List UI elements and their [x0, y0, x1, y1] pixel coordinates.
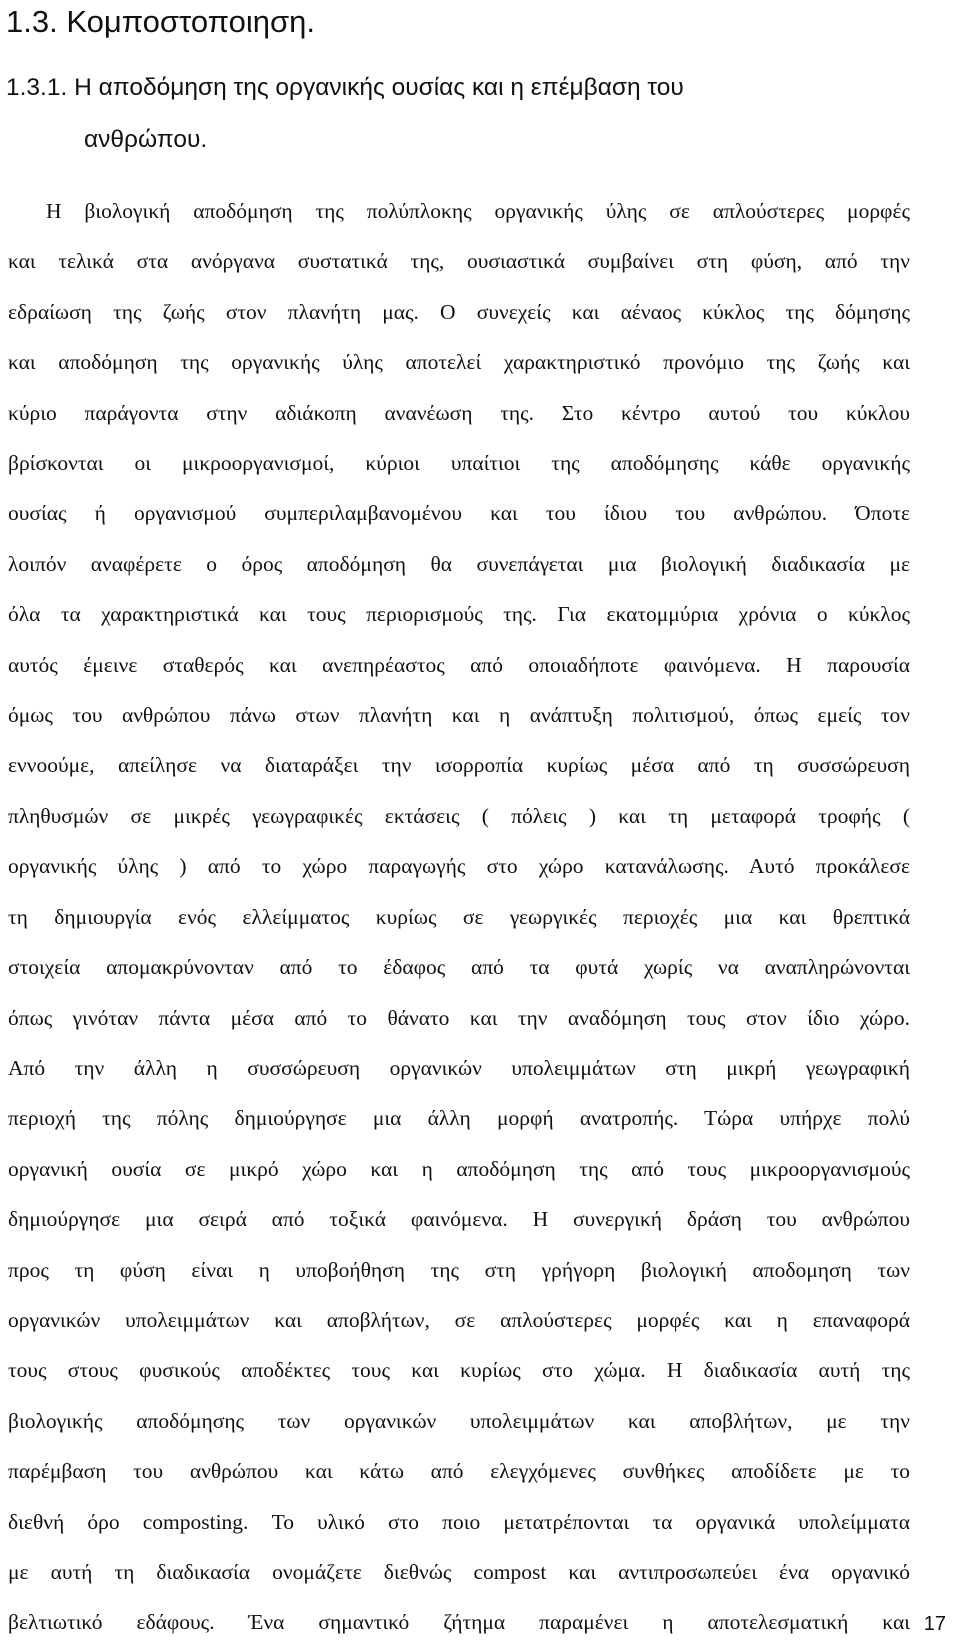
paragraph-line: Από την άλλη η συσσώρευση οργανικών υπολειμμάτων στη μικρή γεωγραφική	[8, 1055, 910, 1080]
paragraph-line: με αυτή τη διαδικασία ονομάζετε διεθνώς compost και αντιπροσωπεύει ένα οργανικό	[8, 1559, 910, 1584]
paragraph-line: στοιχεία απομακρύνονταν από το έδαφος από τα φυτά χωρίς να αναπληρώνονται	[8, 955, 910, 980]
paragraph-line: περιοχή της πόλης δημιούργησε μια άλλη μορφή ανατροπής. Τώρα υπήρχε πολύ	[8, 1106, 910, 1131]
paragraph-line: πληθυσμών σε μικρές γεωγραφικές εκτάσεις ( πόλεις ) και τη μεταφορά τροφής (	[8, 803, 910, 828]
paragraph-line: διεθνή όρο composting. Το υλικό στο ποιο μετατρέπονται τα οργανικά υπολείμματα	[8, 1509, 910, 1534]
paragraph-line: οργανικής ύλης ) από το χώρο παραγωγής στο χώρο κατανάλωσης. Αυτό προκάλεσε	[8, 854, 910, 879]
body-paragraph	[8, 186, 910, 1648]
paragraph-line: Η βιολογική αποδόμηση της πολύπλοκης οργανικής ύλης σε απλούστερες μορφές	[46, 199, 910, 223]
paragraph-line: βιολογικής αποδόμησης των οργανικών υπολειμμάτων και αποβλήτων, με την	[8, 1408, 910, 1433]
paragraph-line: και αποδόμηση της οργανικής ύλης αποτελεί χαρακτηριστικό προνόμιο της ζωής και	[8, 350, 910, 375]
subsection-heading	[6, 62, 926, 166]
paragraph-line: ουσίας ή οργανισμού συμπεριλαμβανομένου και του ίδιου του ανθρώπου. Όποτε	[8, 501, 910, 526]
paragraph-line: δημιούργησε μια σειρά από τοξικά φαινόμενα. Η συνεργική δράση του ανθρώπου	[8, 1207, 910, 1232]
paragraph-line: και τελικά στα ανόργανα συστατικά της, ουσιαστικά συμβαίνει στη φύση, από την	[8, 249, 910, 274]
paragraph-line: όλα τα χαρακτηριστικά και τους περιορισμούς της. Για εκατομμύρια χρόνια ο κύκλος	[8, 602, 910, 627]
paragraph-line: τους στους φυσικούς αποδέκτες τους και κυρίως στο χώμα. Η διαδικασία αυτή της	[8, 1358, 910, 1383]
paragraph-line: αυτός έμεινε σταθερός και ανεπηρέαστος από οποιαδήποτε φαινόμενα. Η παρουσία	[8, 652, 910, 677]
page-number: 17	[923, 1613, 946, 1635]
paragraph-line: τη δημιουργία ενός ελλείμματος κυρίως σε γεωργικές περιοχές μια και θρεπτικά	[8, 904, 910, 929]
paragraph-line: βρίσκονται οι μικροοργανισμοί, κύριοι υπαίτιοι της αποδόμησης κάθε οργανικής	[8, 451, 910, 476]
paragraph-line: εδραίωση της ζωής στον πλανήτη μας. Ο συνεχείς και αέναος κύκλος της δόμησης	[8, 299, 910, 324]
subsection-heading-line: ανθρώπου.	[84, 126, 208, 153]
paragraph-line: οργανικών υπολειμμάτων και αποβλήτων, σε απλούστερες μορφές και η επαναφορά	[8, 1307, 910, 1332]
paragraph-line: όπως γινόταν πάντα μέσα από το θάνατο και την αναδόμηση τους στον ίδιο χώρο.	[8, 1005, 910, 1030]
section-heading: 1.3. Κομποστοποιηση.	[6, 4, 315, 39]
paragraph-line: προς τη φύση είναι η υποβοήθηση της στη γρήγορη βιολογική αποδομηση των	[8, 1257, 910, 1282]
paragraph-line: εννοούμε, απείλησε να διαταράξει την ισορροπία κυρίως μέσα από τη συσσώρευση	[8, 753, 910, 778]
paragraph-line: όμως του ανθρώπου πάνω στων πλανήτη και η ανάπτυξη πολιτισμού, όπως εμείς τον	[8, 703, 910, 728]
paragraph-line: παρέμβαση του ανθρώπου και κάτω από ελεγχόμενες συνθήκες αποδίδετε με το	[8, 1459, 910, 1484]
paragraph-line: κύριο παράγοντα στην αδιάκοπη ανανέωση της. Στο κέντρο αυτού του κύκλου	[8, 400, 910, 425]
paragraph-line: βελτιωτικό εδάφους. Ένα σημαντικό ζήτημα παραμένει η αποτελεσματική και	[8, 1610, 910, 1635]
subsection-heading-line: 1.3.1. Η αποδόμηση της οργανικής ουσίας και η επέμβαση του	[6, 74, 684, 101]
paragraph-line: λοιπόν αναφέρετε ο όρος αποδόμηση θα συνεπάγεται μια βιολογική διαδικασία με	[8, 551, 910, 576]
paragraph-line: οργανική ουσία σε μικρό χώρο και η αποδόμηση της από τους μικροοργανισμούς	[8, 1156, 910, 1181]
